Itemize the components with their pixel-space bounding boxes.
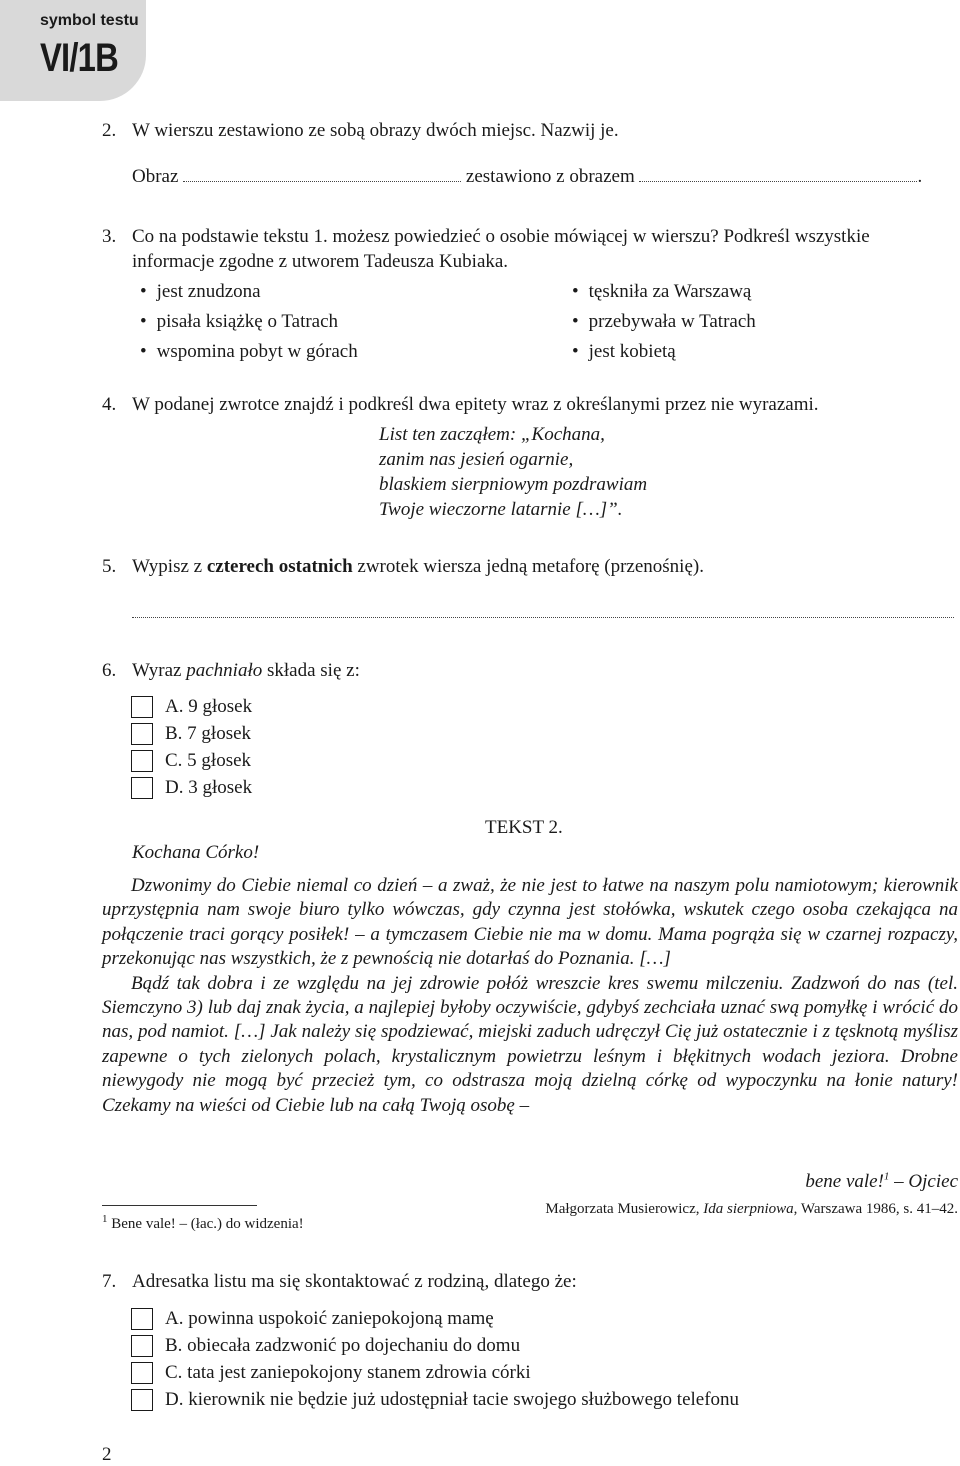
question-7-number: 7. [102, 1271, 117, 1292]
source-author: Małgorzata Musierowicz, [545, 1201, 704, 1217]
letter-body [102, 874, 958, 1118]
q7-checkbox-a[interactable] [131, 1308, 153, 1330]
q7-checkbox-c[interactable] [131, 1362, 153, 1384]
question-2-number: 2. [102, 120, 117, 141]
option-right-1[interactable]: • tęskniła za Warszawą [572, 281, 751, 303]
question-6-text-pre: Wyraz [132, 660, 182, 681]
question-6-word: pachniało [186, 660, 263, 681]
question-5-answer-blank[interactable] [132, 602, 954, 618]
answer-prefix: Obraz [132, 166, 179, 187]
source-details: , Warszawa 1986, s. 41–42. [793, 1201, 958, 1217]
footnote [102, 1213, 304, 1233]
letter-paragraph-1: Dzwonimy do Ciebie niemal co dzień – a zważ, że nie jest to łatwe na naszym polu namiotowym; kierownik uprzystępnia nam swoje biuro tylko wówczas, gdy czynna jest stołówka, wskutek czego osoba czekająca na połączenie traci gorący posiłek! – a tymczasem Ciebie nie ma w domu. Mama pogrąża się w czarnej rozpaczy, przekonując nas wszystkich, że z pewnością nie dotarłaś do Poznania. […] [102, 875, 958, 970]
option-left-3[interactable]: • wspomina pobyt w górach [140, 341, 358, 363]
question-3-text-line-2: informacje zgodne z utworem Tadeusza Kubiaka. [132, 251, 509, 272]
q7-checkbox-b[interactable] [131, 1335, 153, 1357]
question-4-number: 4. [102, 394, 117, 415]
q7-option-a-label: A. powinna uspokoić zaniepokojoną mamę [165, 1308, 494, 1329]
source-citation [545, 1201, 958, 1218]
option-left-2[interactable]: • pisała książkę o Tatrach [140, 311, 338, 333]
option-right-2[interactable]: • przebywała w Tatrach [572, 311, 756, 333]
question-5-text-pre: Wypisz z [132, 556, 203, 577]
answer-middle: zestawiono z obrazem [465, 166, 635, 187]
test-symbol-code: VI/1B [40, 36, 118, 80]
question-7-text: Adresatka listu ma się skontaktować z rodziną, dlatego że: [132, 1271, 577, 1292]
option-right-3[interactable]: • jest kobietą [572, 341, 676, 363]
question-2-answer-line [132, 166, 922, 188]
checkbox-a[interactable] [131, 696, 153, 718]
source-title: Ida sierpniowa [703, 1201, 794, 1217]
question-6-text-post: składa się z: [267, 660, 360, 681]
verse-line-1: List ten zacząłem: „Kochana, [379, 424, 605, 445]
option-a-label: A. 9 głosek [165, 696, 253, 717]
question-6-text [132, 660, 360, 682]
question-5-text-post: zwrotek wiersza jedną metaforę (przenośnię). [357, 556, 704, 577]
q7-option-b-label: B. obiecała zadzwonić po dojechaniu do domu [165, 1335, 521, 1356]
text-2-heading: TEKST 2. [485, 817, 563, 838]
question-3-text-line-1: Co na podstawie tekstu 1. możesz powiedzieć o osobie mówiącej w wierszu? Podkreśl wszystkie [132, 226, 870, 247]
letter-paragraph-2: Bądź tak dobra i ze względu na jej zdrowie połóż wreszcie kres swemu milczeniu. Zadzwoń do nas (tel. Siemczyno 3) lub daj znak życia, a najlepiej byłoby oczywiście, gdybyś zechciała uznać swą pomyłkę i wrócić do nas, pod namiot. […] Jak należy się spodziewać, miejski zaduch udręczył Cię już ostatecznie i z tęsknotą myślisz zapewne o tych zielonych polach, krystalicznym powietrzu leśnym i błękitnych wodach jeziora. Drobne niewygody nie mogą być przecież tym, co odstrasza moją dzielną córkę od wypoczynku na łonie natury! Czekamy na wieści od Ciebie lub na całą Twoją osobę – [102, 972, 958, 1116]
option-c-label: C. 5 głosek [165, 750, 252, 771]
closing-signature: – Ojciec [889, 1171, 958, 1192]
page-number: 2 [102, 1444, 112, 1465]
verse-line-2: zanim nas jesień ogarnie, [379, 449, 574, 470]
question-3-number: 3. [102, 226, 117, 247]
answer-end: . [917, 166, 923, 187]
letter-closing [805, 1171, 958, 1193]
option-b-label: B. 7 głosek [165, 723, 252, 744]
q7-option-d-label: D. kierownik nie będzie już udostępniał tacie swojego służbowego telefonu [165, 1389, 740, 1410]
answer-blank-2[interactable] [639, 166, 917, 182]
question-5-text [132, 556, 704, 578]
option-d-label: D. 3 głosek [165, 777, 253, 798]
question-5-number: 5. [102, 556, 117, 577]
footnote-text: Bene vale! – (łac.) do widzenia! [107, 1216, 304, 1232]
checkbox-b[interactable] [131, 723, 153, 745]
letter-salutation: Kochana Córko! [132, 842, 260, 863]
q7-option-c-label: C. tata jest zaniepokojony stanem zdrowia córki [165, 1362, 531, 1383]
checkbox-d[interactable] [131, 777, 153, 799]
question-2-text: W wierszu zestawiono ze sobą obrazy dwóch miejsc. Nazwij je. [132, 120, 619, 141]
verse-line-4: Twoje wieczorne latarnie […]”. [379, 499, 623, 520]
closing-footnote-mark: 1 [883, 1170, 890, 1183]
verse-line-3: blaskiem sierpniowym pozdrawiam [379, 474, 648, 495]
question-4-text: W podanej zwrotce znajdź i podkreśl dwa epitety wraz z określanymi przez nie wyrazami. [132, 394, 819, 415]
checkbox-c[interactable] [131, 750, 153, 772]
footnote-rule [102, 1205, 257, 1206]
answer-blank-1[interactable] [183, 166, 461, 182]
test-symbol-tab [0, 0, 146, 101]
option-left-1[interactable]: • jest znudzona [140, 281, 261, 303]
question-5-text-bold: czterech ostatnich [206, 556, 353, 577]
q7-checkbox-d[interactable] [131, 1389, 153, 1411]
test-symbol-label: symbol testu [40, 12, 139, 29]
footnote-mark: 1 [102, 1213, 108, 1225]
question-6-number: 6. [102, 660, 117, 681]
closing-text: bene vale! [805, 1171, 884, 1192]
